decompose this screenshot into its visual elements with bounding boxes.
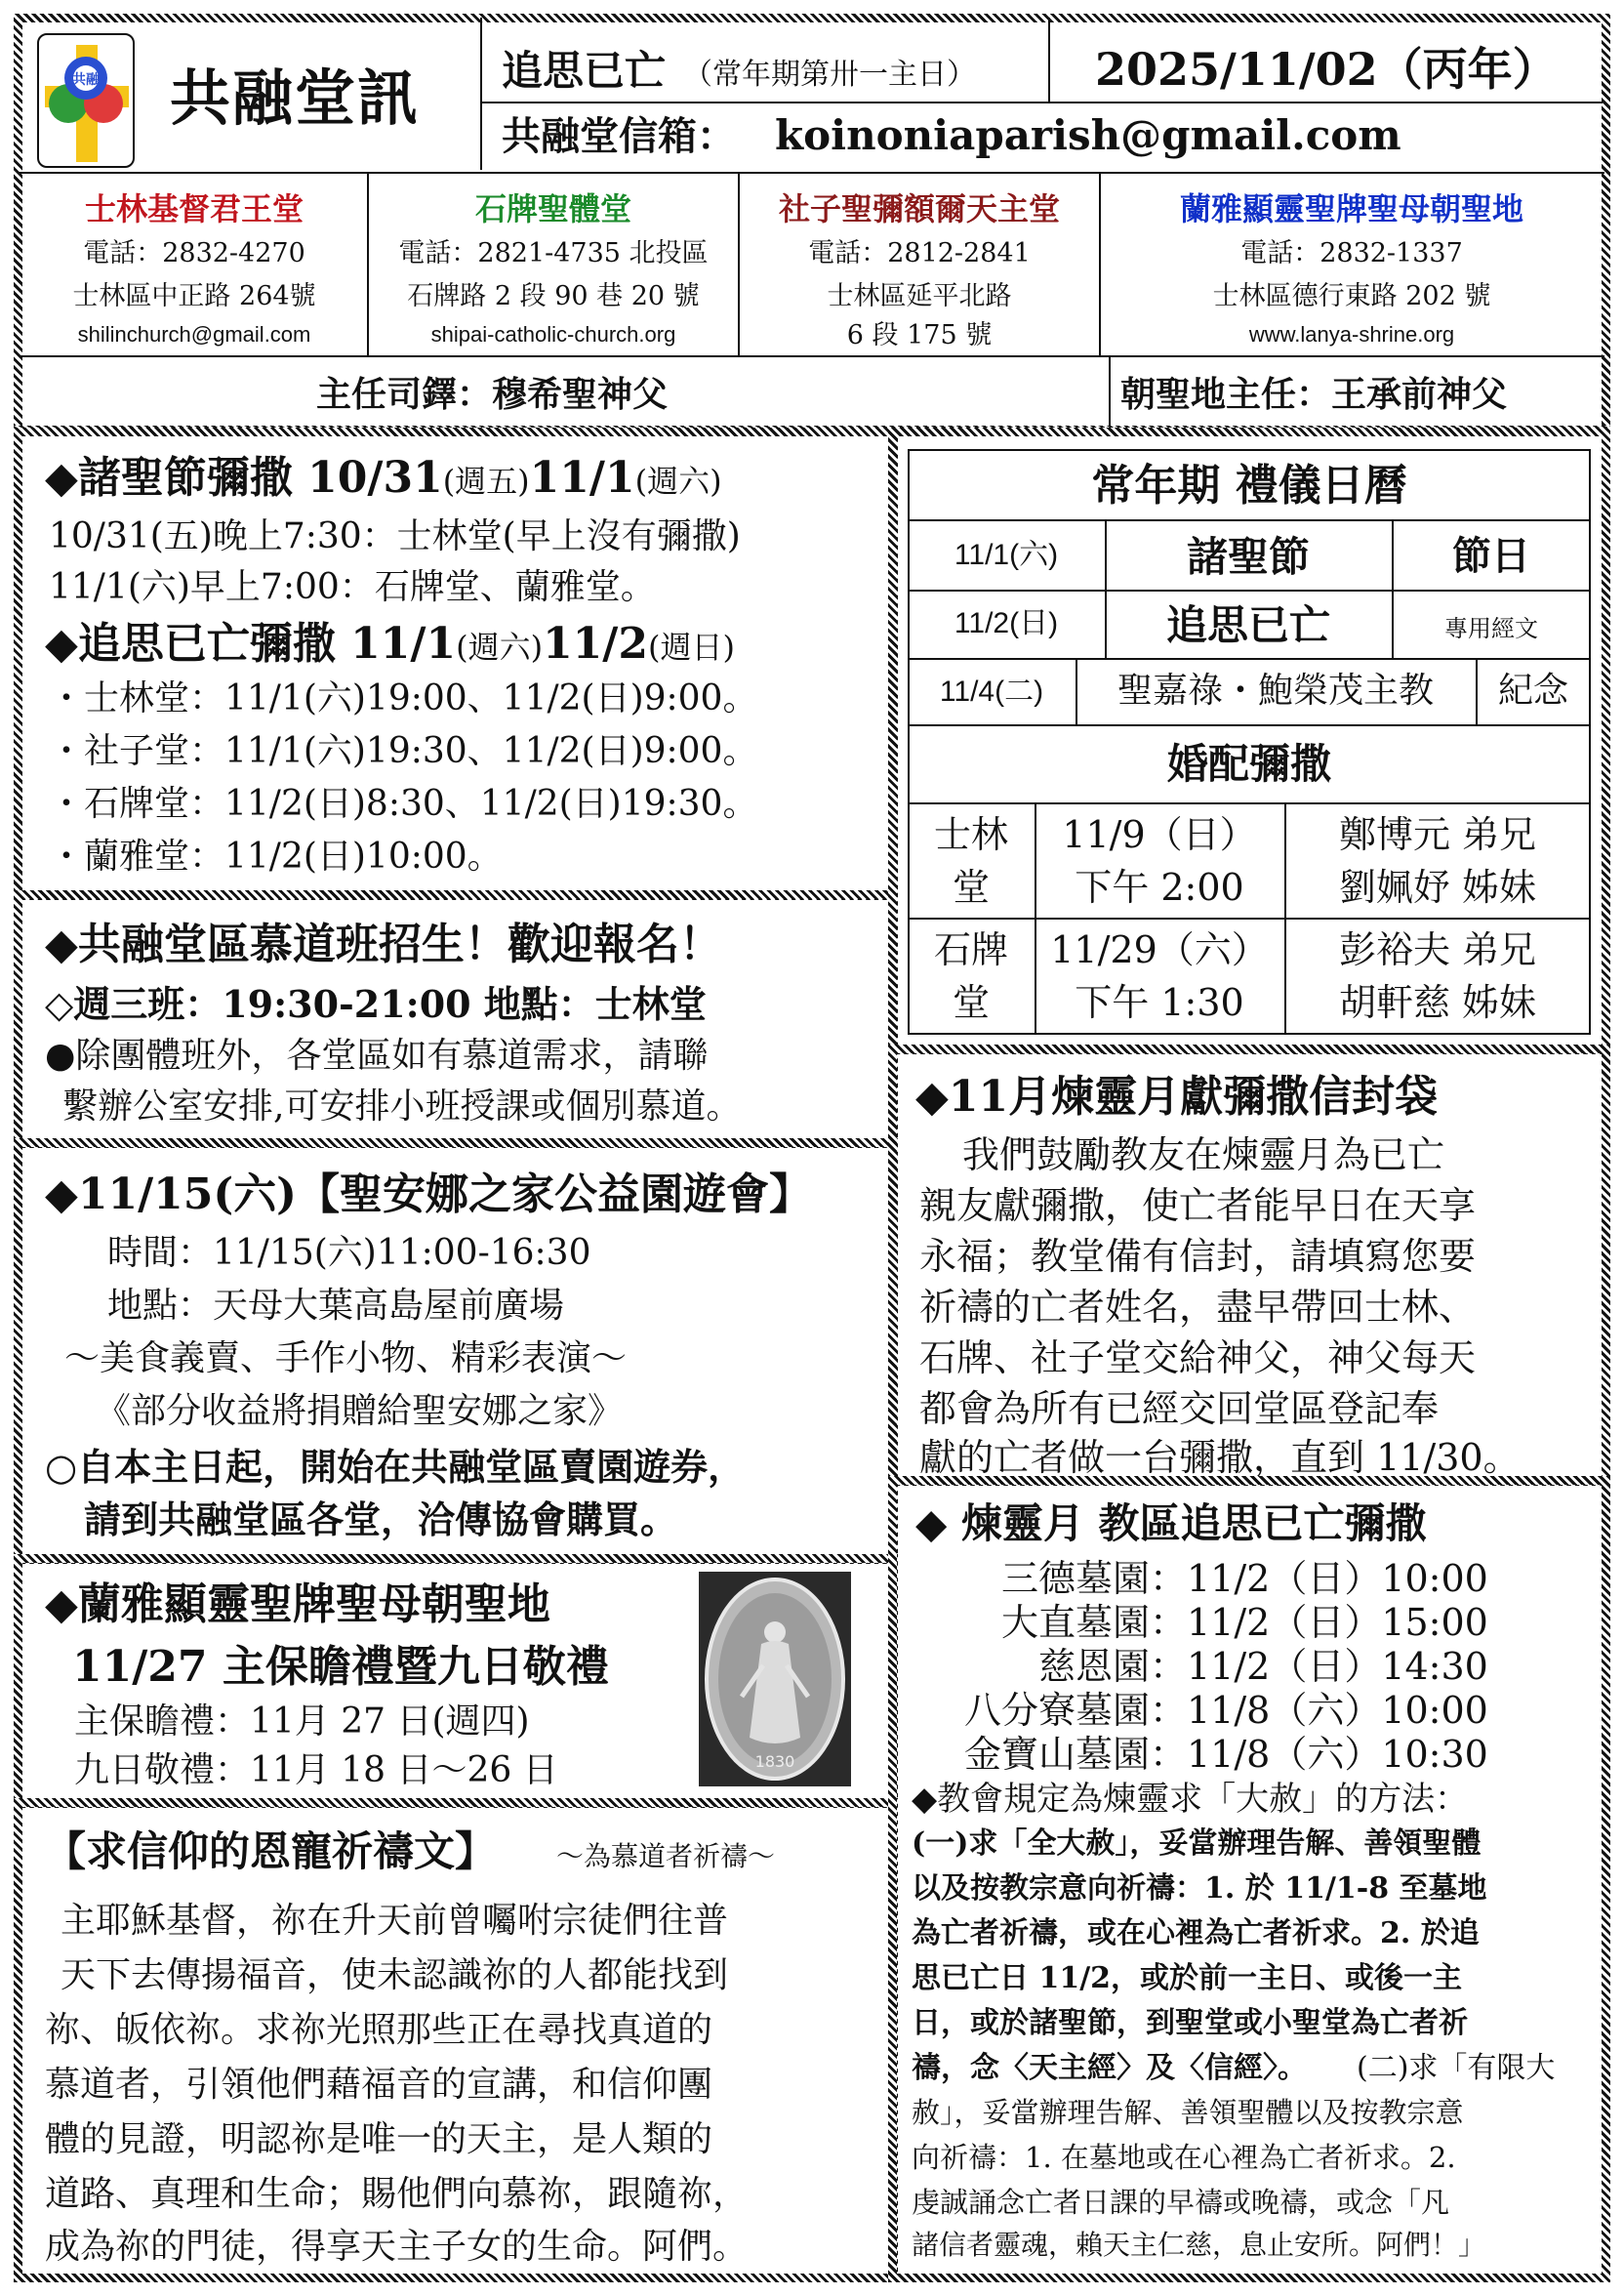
parish-logo-icon (39, 35, 133, 166)
liturgical-calendar: 常年期 禮儀日曆 11/1(六) 諸聖節 節日 11/2(日) 追思已亡 專用經文 11/4(二) 聖嘉祿・鮑榮茂主教 紀念 婚配彌撒 士林 堂 11/9（日） 下午 2:00 鄭博元 弟兄 劉姵妤 姊妹 石牌 堂 11/29（六） 下午 1:30 彭裕夫 弟兄 胡軒慈 姊妹 (908, 449, 1591, 1035)
church-name: 石牌聖體堂 (474, 190, 631, 227)
email-address[interactable]: koinoniaparish@gmail.com (775, 111, 1401, 159)
church-name: 社子聖彌額爾天主堂 (778, 190, 1060, 227)
table-row: 三德墓園 (1000, 1557, 1150, 1600)
table-row: 11/4(二) (939, 676, 1044, 708)
main-pastor: 主任司鐸：穆希聖神父 (316, 374, 669, 415)
table-row: 慈恩園 (1037, 1645, 1150, 1688)
miraculous-medal-image (699, 1572, 851, 1786)
table-row: 八分寮墓園 (963, 1689, 1150, 1732)
table-row: 石牌 (933, 928, 1008, 971)
table-row: 11/2(日) (954, 607, 1059, 639)
svg-text:1830: 1830 (754, 1752, 795, 1771)
email-label: 共融堂信箱： (502, 113, 736, 159)
church-name: 蘭雅顯靈聖牌聖母朝聖地 (1179, 190, 1523, 227)
feast-name: 追思已亡 (502, 47, 667, 95)
table-row: 大直墓園 (1000, 1601, 1150, 1644)
newsletter-title: 共融堂訊 (170, 62, 421, 134)
church-shipai: 石牌聖體堂 電話：2821-4735 北投區 石牌路 2 段 90 巷 20 號 shipai-catholic-church.org (369, 174, 738, 355)
svg-text:共融: 共融 (72, 72, 100, 88)
list-item: ・石牌堂：11/2(日)8:30、11/2(日)19:30。 (49, 784, 758, 824)
church-shezi: 社子聖彌額爾天主堂 電話：2812-2841 士林區延平北路 6 段 175 號 (740, 174, 1099, 355)
church-name: 士林基督君王堂 (84, 190, 304, 227)
table-row: 金寶山墓園 (963, 1733, 1150, 1776)
church-lanya: 蘭雅顯靈聖牌聖母朝聖地 電話：2832-1337 士林區德行東路 202 號 www.lanya-shrine.org (1101, 174, 1603, 355)
list-item: ・蘭雅堂：11/2(日)10:00。 (49, 837, 503, 877)
issue-date: 2025/11/02（丙年） (1095, 43, 1558, 96)
shrine-director: 朝聖地主任：王承前神父 (1120, 374, 1508, 415)
table-row: 士林 (933, 813, 1008, 856)
logo (37, 33, 135, 168)
medal-icon (699, 1572, 851, 1786)
church-shilin: 士林基督君王堂 電話：2832-4270 士林區中正路 264號 shilinchurch@gmail.com (21, 174, 367, 355)
list-item: ・士林堂：11/1(六)19:00、11/2(日)9:00。 (49, 678, 758, 718)
feast-sub: （常年期第卅一主日） (683, 58, 976, 92)
list-item: ・社子堂：11/1(六)19:30、11/2(日)9:00。 (49, 731, 758, 771)
table-row: 11/1(六) (954, 539, 1059, 571)
